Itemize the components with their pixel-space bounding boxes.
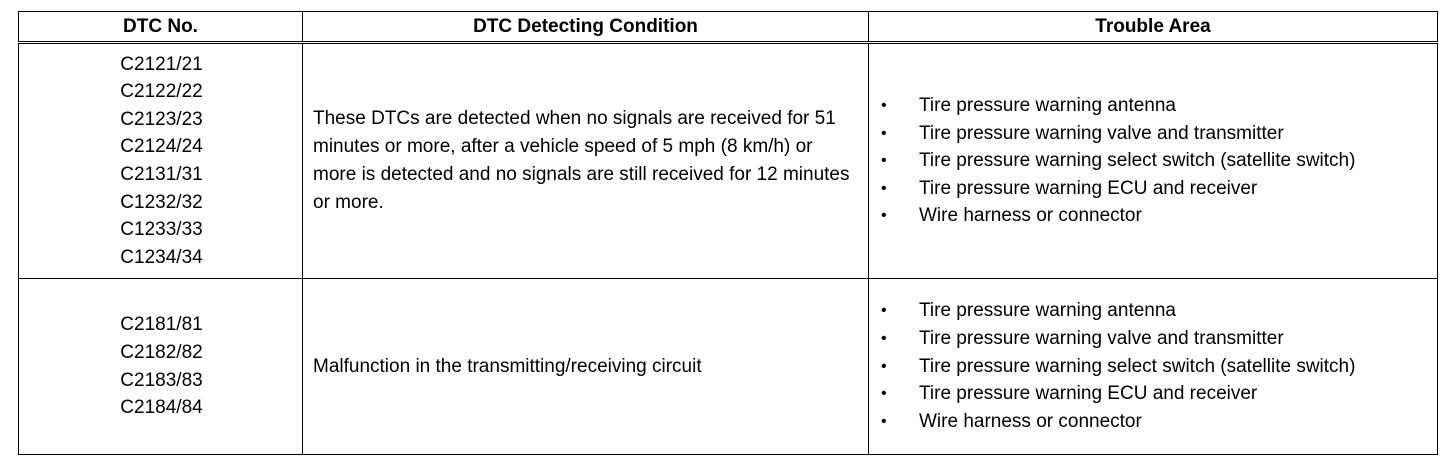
bullet-icon: • [881, 97, 887, 115]
bullet-icon: • [881, 385, 887, 403]
dtc-code-list [19, 311, 302, 421]
table-body [19, 43, 1438, 455]
trouble-area-item [869, 120, 1437, 148]
trouble-area-item [869, 92, 1437, 120]
trouble-area-item [869, 297, 1437, 325]
bullet-icon: • [881, 302, 887, 319]
trouble-area-text: Tire pressure warning antenna [919, 95, 1176, 117]
trouble-area-item [869, 325, 1437, 353]
trouble-area-text: Wire harness or connector [919, 205, 1142, 227]
trouble-area-cell [869, 43, 1438, 279]
dtc-codes-cell [19, 279, 303, 455]
trouble-area-item [869, 353, 1437, 381]
detecting-condition-cell: Malfunction in the transmitting/receiving circuit [303, 279, 869, 455]
header-trouble-area: Trouble Area [869, 12, 1438, 43]
trouble-area-item [869, 202, 1437, 230]
dtc-code: C2182/82 [120, 341, 203, 363]
trouble-area-item [869, 380, 1437, 408]
trouble-area-text: Tire pressure warning valve and transmitter [919, 327, 1284, 349]
dtc-code: C1233/33 [120, 219, 203, 241]
trouble-area-item [869, 408, 1437, 436]
dtc-code: C2184/84 [120, 397, 203, 419]
dtc-code: C1234/34 [120, 246, 203, 268]
dtc-code: C1232/32 [120, 191, 203, 213]
table-row [19, 43, 1438, 279]
dtc-code: C2181/81 [120, 314, 203, 336]
dtc-codes-cell [19, 43, 303, 279]
trouble-area-list [869, 297, 1437, 436]
bullet-icon: • [881, 329, 887, 347]
bullet-icon: • [881, 357, 887, 375]
trouble-area-text: Tire pressure warning antenna [919, 300, 1176, 321]
dtc-table [18, 11, 1438, 455]
dtc-code: C2121/21 [120, 53, 203, 75]
table-row [19, 279, 1438, 455]
dtc-code: C2131/31 [120, 164, 203, 185]
header-dtc-no: DTC No. [19, 12, 303, 43]
table-header [19, 12, 1438, 43]
detecting-condition-cell: These DTCs are detected when no signals are received for 51 minutes or more, after a vehicle speed of 5 mph (8 km/h) or more is detected and no signals are still received for 12 minutes or more. [303, 43, 869, 279]
trouble-area-cell [869, 279, 1438, 455]
bullet-icon: • [881, 152, 887, 170]
dtc-code: C2124/24 [120, 136, 203, 158]
trouble-area-text: Tire pressure warning ECU and receiver [919, 383, 1258, 405]
trouble-area-list [869, 92, 1437, 230]
dtc-code: C2123/23 [120, 108, 203, 130]
trouble-area-text: Tire pressure warning valve and transmitter [919, 122, 1284, 144]
trouble-area-text: Tire pressure warning select switch (satellite switch) [919, 355, 1356, 377]
trouble-area-text: Tire pressure warning ECU and receiver [919, 177, 1258, 199]
bullet-icon: • [881, 124, 887, 142]
bullet-icon: • [881, 179, 887, 197]
header-detecting-condition: DTC Detecting Condition [303, 12, 869, 43]
header-row [19, 12, 1438, 43]
dtc-code: C2122/22 [120, 81, 203, 103]
trouble-area-item [869, 147, 1437, 175]
bullet-icon: • [881, 207, 887, 225]
dtc-code: C2183/83 [120, 369, 203, 391]
trouble-area-text: Tire pressure warning select switch (satellite switch) [919, 150, 1356, 172]
trouble-area-item [869, 175, 1437, 203]
trouble-area-text: Wire harness or connector [919, 411, 1142, 433]
dtc-code-list [19, 51, 302, 272]
bullet-icon: • [881, 413, 887, 431]
